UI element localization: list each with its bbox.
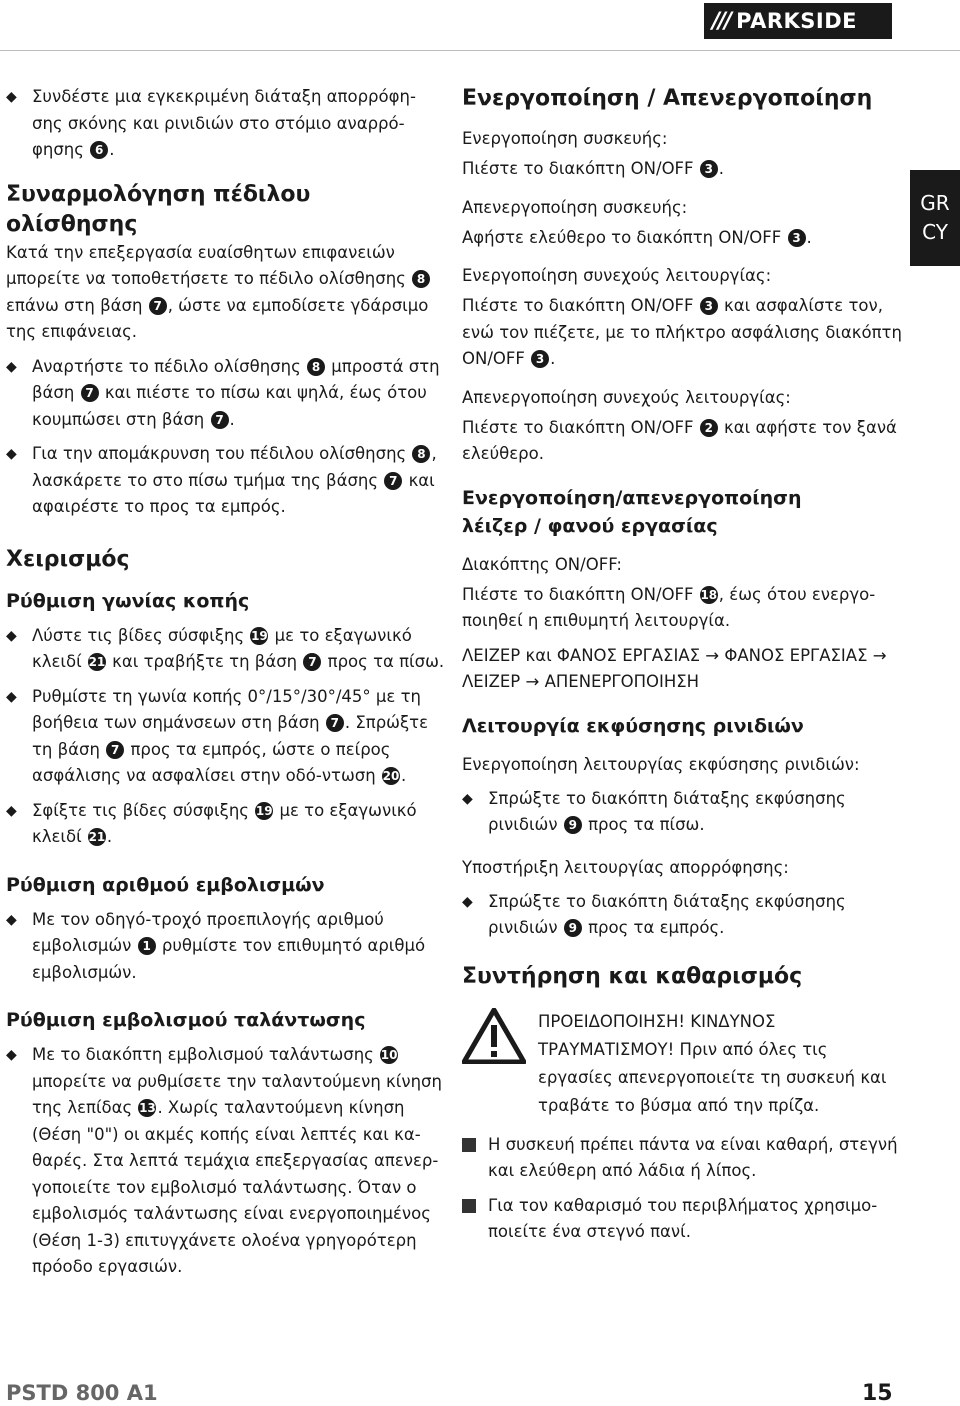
- paragraph: Κατά την επεξεργασία ευαίσθητων επιφανειών μπορείτε να τοποθετήσετε το πέδιλο ολίσθησης 8 επάνω στη βάση 7 , ώστε να εμποδίσετε γδάρσιμο της επιφάνειας.: [6, 242, 429, 341]
- part-number: 6: [90, 141, 108, 159]
- warning-lead: ΠΡΟΕΙΔΟΠΟΙΗΣΗ! ΚΙΝΔΥΝΟΣ ΤΡΑΥΜΑΤΙΣΜΟΥ!: [538, 1011, 776, 1059]
- part-number: 18: [700, 587, 718, 602]
- bullet-diamond-icon: ◆: [6, 911, 17, 928]
- part-number: 19: [255, 803, 273, 818]
- part-number: 8: [412, 445, 430, 463]
- list-item: ◆ Σπρώξτε το διακόπτη διάταξης εκφύσησης ρινιδιών 9 προς τα εμπρός.: [462, 889, 902, 942]
- part-number: 3: [788, 229, 806, 247]
- part-number: 3: [700, 297, 718, 315]
- part-number: 2: [700, 419, 718, 437]
- bullet-diamond-icon: ◆: [462, 790, 473, 807]
- subsection-heading: Λειτουργία εκφύσησης ρινιδιών: [462, 714, 804, 737]
- subsection-heading: Ρύθμιση γωνίας κοπής: [6, 589, 250, 612]
- bullet-square-icon: [462, 1199, 476, 1213]
- part-number: 9: [564, 919, 582, 937]
- section-heading: Ενεργοποίηση / Απενεργοποίηση: [462, 86, 873, 111]
- section-heading: Χειρισμός: [6, 546, 130, 572]
- page-number: 15: [862, 1381, 893, 1406]
- warning-block: [462, 1008, 902, 1120]
- right-column: [462, 84, 902, 1246]
- part-number: 8: [307, 358, 325, 376]
- list-item: ◆ Με τον οδηγό-τροχό προεπιλογής αριθμού εμβολισμών 1 ρυθμίστε τον επιθυμητό αριθμό εμβολισμών.: [6, 907, 446, 987]
- list-item: ◆ Για την απομάκρυνση του πέδιλου ολίσθησης 8 , λασκάρετε το στο πίσω τμήμα της βάσης 7 και αφαιρέστε το προς τα εμπρός.: [6, 441, 446, 521]
- part-number: 3: [700, 160, 718, 178]
- part-number: 8: [412, 270, 430, 288]
- paragraph: Πιέστε το διακόπτη ON/OFF 3 και ασφαλίστε τον, ενώ τον πιέζετε, με το πλήκτρο ασφάλισης διακόπτη ON/OFF 3 .: [462, 296, 902, 368]
- instruction-label: Υποστήριξη λειτουργίας απορρόφησης:: [462, 857, 789, 877]
- bullet-diamond-icon: ◆: [6, 446, 17, 462]
- paragraph: Πιέστε το διακόπτη ON/OFF 3 .: [462, 159, 725, 178]
- part-number: 7: [211, 411, 229, 429]
- bullet-square-icon: [462, 1138, 476, 1152]
- instruction-label: Απενεργοποίηση συσκευής:: [462, 197, 688, 217]
- instruction-label: Διακόπτης ON/OFF:: [462, 554, 622, 574]
- part-number: 21: [88, 655, 106, 669]
- list-item: ◆ Σφίξτε τις βίδες σύσφιξης 19 με το εξαγωνικό κλειδί 21 .: [6, 798, 446, 851]
- section-heading: Συντήρηση και καθαρισμός: [462, 963, 803, 989]
- subsection-heading: Ρύθμιση εμβολισμού ταλάντωσης: [6, 1009, 366, 1031]
- subsection-heading: Ρύθμιση αριθμού εμβολισμών: [6, 873, 325, 896]
- list-item: Η συσκευή πρέπει πάντα να είναι καθαρή, στεγνή και ελεύθερη από λάδια ή λίπος.: [462, 1132, 902, 1185]
- part-number: 20: [382, 769, 400, 783]
- part-number: 7: [106, 741, 124, 759]
- part-number: 9: [564, 816, 582, 834]
- header-rule: [0, 50, 960, 51]
- instruction-label: Ενεργοποίηση συνεχούς λειτουργίας:: [462, 266, 772, 285]
- logo-text: PARKSIDE: [736, 9, 857, 33]
- part-number: 7: [81, 384, 99, 402]
- part-number: 7: [303, 653, 321, 671]
- instruction-label: Απενεργοποίηση συνεχούς λειτουργίας:: [462, 387, 791, 407]
- warning-text: Πριν από όλες τις εργασίες απενεργοποιείτε τη συσκευή και τραβάτε το βύσμα από την πρίζα.: [538, 1039, 887, 1115]
- list-item: ◆ Αναρτήστε το πέδιλο ολίσθησης 8 μπροστά στη βάση 7 και πιέστε το πίσω και ψηλά, έως ότου κουμπώσει στη βάση 7 .: [6, 354, 446, 434]
- bullet-diamond-icon: ◆: [6, 89, 17, 105]
- instruction-label: Ενεργοποίηση συσκευής:: [462, 129, 668, 148]
- subsection-heading: Ενεργοποίηση/απενεργοποίηση λέιζερ / φανού εργασίας: [462, 486, 802, 537]
- part-number: 10: [380, 1048, 398, 1062]
- left-column: [6, 84, 446, 1281]
- paragraph: Πιέστε το διακόπτη ON/OFF 2 και αφήστε τον ξανά ελεύθερο.: [462, 417, 897, 463]
- part-number: 7: [384, 472, 402, 490]
- list-item: ◆ Σπρώξτε το διακόπτη διάταξης εκφύσησης ρινιδιών 9 προς τα πίσω.: [462, 786, 902, 839]
- part-number: 7: [149, 297, 167, 315]
- part-number: 19: [251, 628, 268, 643]
- list-item: ◆ Ρυθμίστε τη γωνία κοπής 0°/15°/30°/45° με τη βοήθεια των σημάνσεων στη βάση 7 . Σπρώξτε τη βάση 7 προς τα εμπρός, ώστε ο πείρος ασφάλισης να ασφαλίσει στην οδό-ντωση 20 .: [6, 684, 446, 790]
- language-code-cy: CY: [922, 220, 948, 244]
- mode-sequence: ΛΕΙΖΕΡ και ΦΑΝΟΣ ΕΡΓΑΣΙΑΣ → ΦΑΝΟΣ ΕΡΓΑΣΙΑΣ → ΛΕΙΖΕΡ → ΑΠΕΝΕΡΓΟΠΟΙΗΣΗ: [462, 645, 887, 691]
- warning-triangle-icon: [462, 1008, 526, 1064]
- list-item: Για τον καθαρισμό του περιβλήματος χρησιμο-ποιείτε ένα στεγνό πανί.: [462, 1193, 902, 1246]
- language-tab: [910, 170, 960, 266]
- bullet-diamond-icon: ◆: [462, 893, 473, 910]
- parkside-logo: [704, 3, 892, 39]
- part-number: 7: [326, 714, 344, 732]
- list-item: ◆ Συνδέστε μια εγκεκριμένη διάταξη απορρόφη-σης σκόνης και ρινιδιών στο στόμιο αναρρό-φησης 6 .: [6, 84, 446, 164]
- bullet-diamond-icon: ◆: [6, 627, 17, 644]
- list-item: ◆ Με το διακόπτη εμβολισμού ταλάντωσης 10 μπορείτε να ρυθμίσετε την ταλαντούμενη κίνηση της λεπίδας 13 . Χωρίς ταλαντούμενη κίνηση (Θέση "0") οι ακμές κοπής είναι λεπτές και κα-θαρές. Στα λεπτά τεμάχια επεξεργασίας απενερ-γοποιείτε τον εμβολισμό ταλάντωσης. Όταν ο εμβολισμός ταλάντωσης είναι ενεργοποιημένος (Θέση 1-3) επιτυγχάνετε ολοένα γρηγορότερη πρόοδο εργασιών.: [6, 1042, 446, 1281]
- list-item: ◆ Λύστε τις βίδες σύσφιξης 19 με το εξαγωνικό κλειδί 21 και τραβήξτε τη βάση 7 προς τα πίσω.: [6, 623, 446, 676]
- part-number: 3: [531, 350, 549, 368]
- section-heading: Συναρμολόγηση πέδιλου ολίσθησης: [6, 181, 311, 237]
- footer-model: PSTD 800 A1: [6, 1381, 158, 1405]
- bullet-diamond-icon: ◆: [6, 358, 17, 375]
- part-number: 13: [139, 1101, 156, 1115]
- paragraph: Πιέστε το διακόπτη ON/OFF 18 , έως ότου ενεργο-ποιηθεί η επιθυμητή λειτουργία.: [462, 584, 876, 630]
- bullet-diamond-icon: ◆: [6, 802, 17, 819]
- language-code-gr: GR: [920, 191, 950, 215]
- part-number: 1: [138, 937, 156, 955]
- logo-slashes: ///: [712, 8, 731, 34]
- bullet-diamond-icon: ◆: [6, 1047, 17, 1063]
- instruction-label: Ενεργοποίηση λειτουργίας εκφύσησης ρινιδιών:: [462, 754, 860, 774]
- bullet-diamond-icon: ◆: [6, 688, 17, 705]
- part-number: 21: [88, 830, 106, 844]
- paragraph: Αφήστε ελεύθερο το διακόπτη ON/OFF 3 .: [462, 227, 812, 247]
